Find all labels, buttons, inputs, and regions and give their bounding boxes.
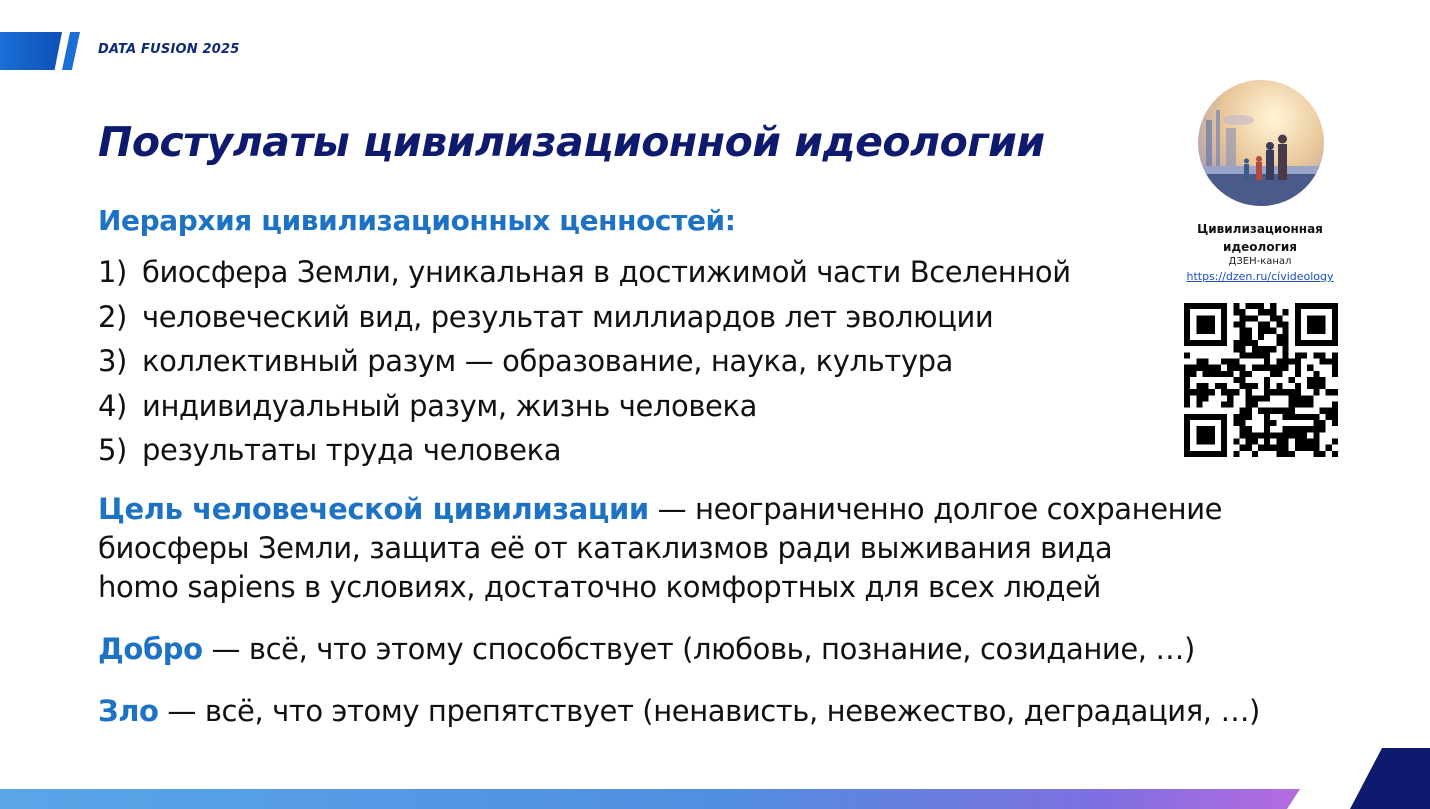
footer-corner-shape <box>1350 748 1430 809</box>
evil-term: Зло <box>98 694 159 728</box>
goal-term: Цель человеческой цивилизации <box>98 492 649 526</box>
channel-title: Цивилизационная идеология <box>1197 222 1323 254</box>
brand-bar-logo <box>0 32 62 70</box>
brand-slash-logo <box>62 32 80 70</box>
list-item: 4) индивидуальный разум, жизнь человека <box>98 388 757 423</box>
qr-code[interactable] <box>1184 303 1338 457</box>
channel-link[interactable]: https://dzen.ru/cívideology <box>1186 270 1334 283</box>
channel-avatar-image <box>1198 80 1324 206</box>
footer-gradient-bar <box>0 789 1300 809</box>
good-paragraph: Добро — всё, что этому способствует (любовь, познание, созидание, …) <box>98 632 1195 666</box>
goal-paragraph: Цель человеческой цивилизации — неограниченно долгое сохранение биосферы Земли, защита её от катаклизмов ради выживания вида homo sapiens в условиях, достаточно комфортных для всех людей <box>98 492 1223 604</box>
list-item: 1) биосфера Земли, уникальная в достижимой части Вселенной <box>98 255 1071 289</box>
list-item: 2) человеческий вид, результат миллиардов лет эволюции <box>98 299 994 334</box>
evil-paragraph: Зло — всё, что этому препятствует (ненависть, невежество, деградация, …) <box>98 694 1260 728</box>
good-term: Добро <box>98 632 203 666</box>
list-item: 3) коллективный разум — образование, наука, культура <box>98 344 953 378</box>
hierarchy-list <box>98 252 1071 475</box>
slide-title: Постулаты цивилизационной идеологии <box>98 118 1045 166</box>
list-item: 5) результаты труда человека <box>98 433 562 467</box>
conference-label: DATA FUSION 2025 <box>98 42 240 57</box>
hierarchy-heading: Иерархия цивилизационных ценностей: <box>98 204 736 237</box>
channel-subtitle: ДЗЕН-канал <box>1228 256 1292 267</box>
